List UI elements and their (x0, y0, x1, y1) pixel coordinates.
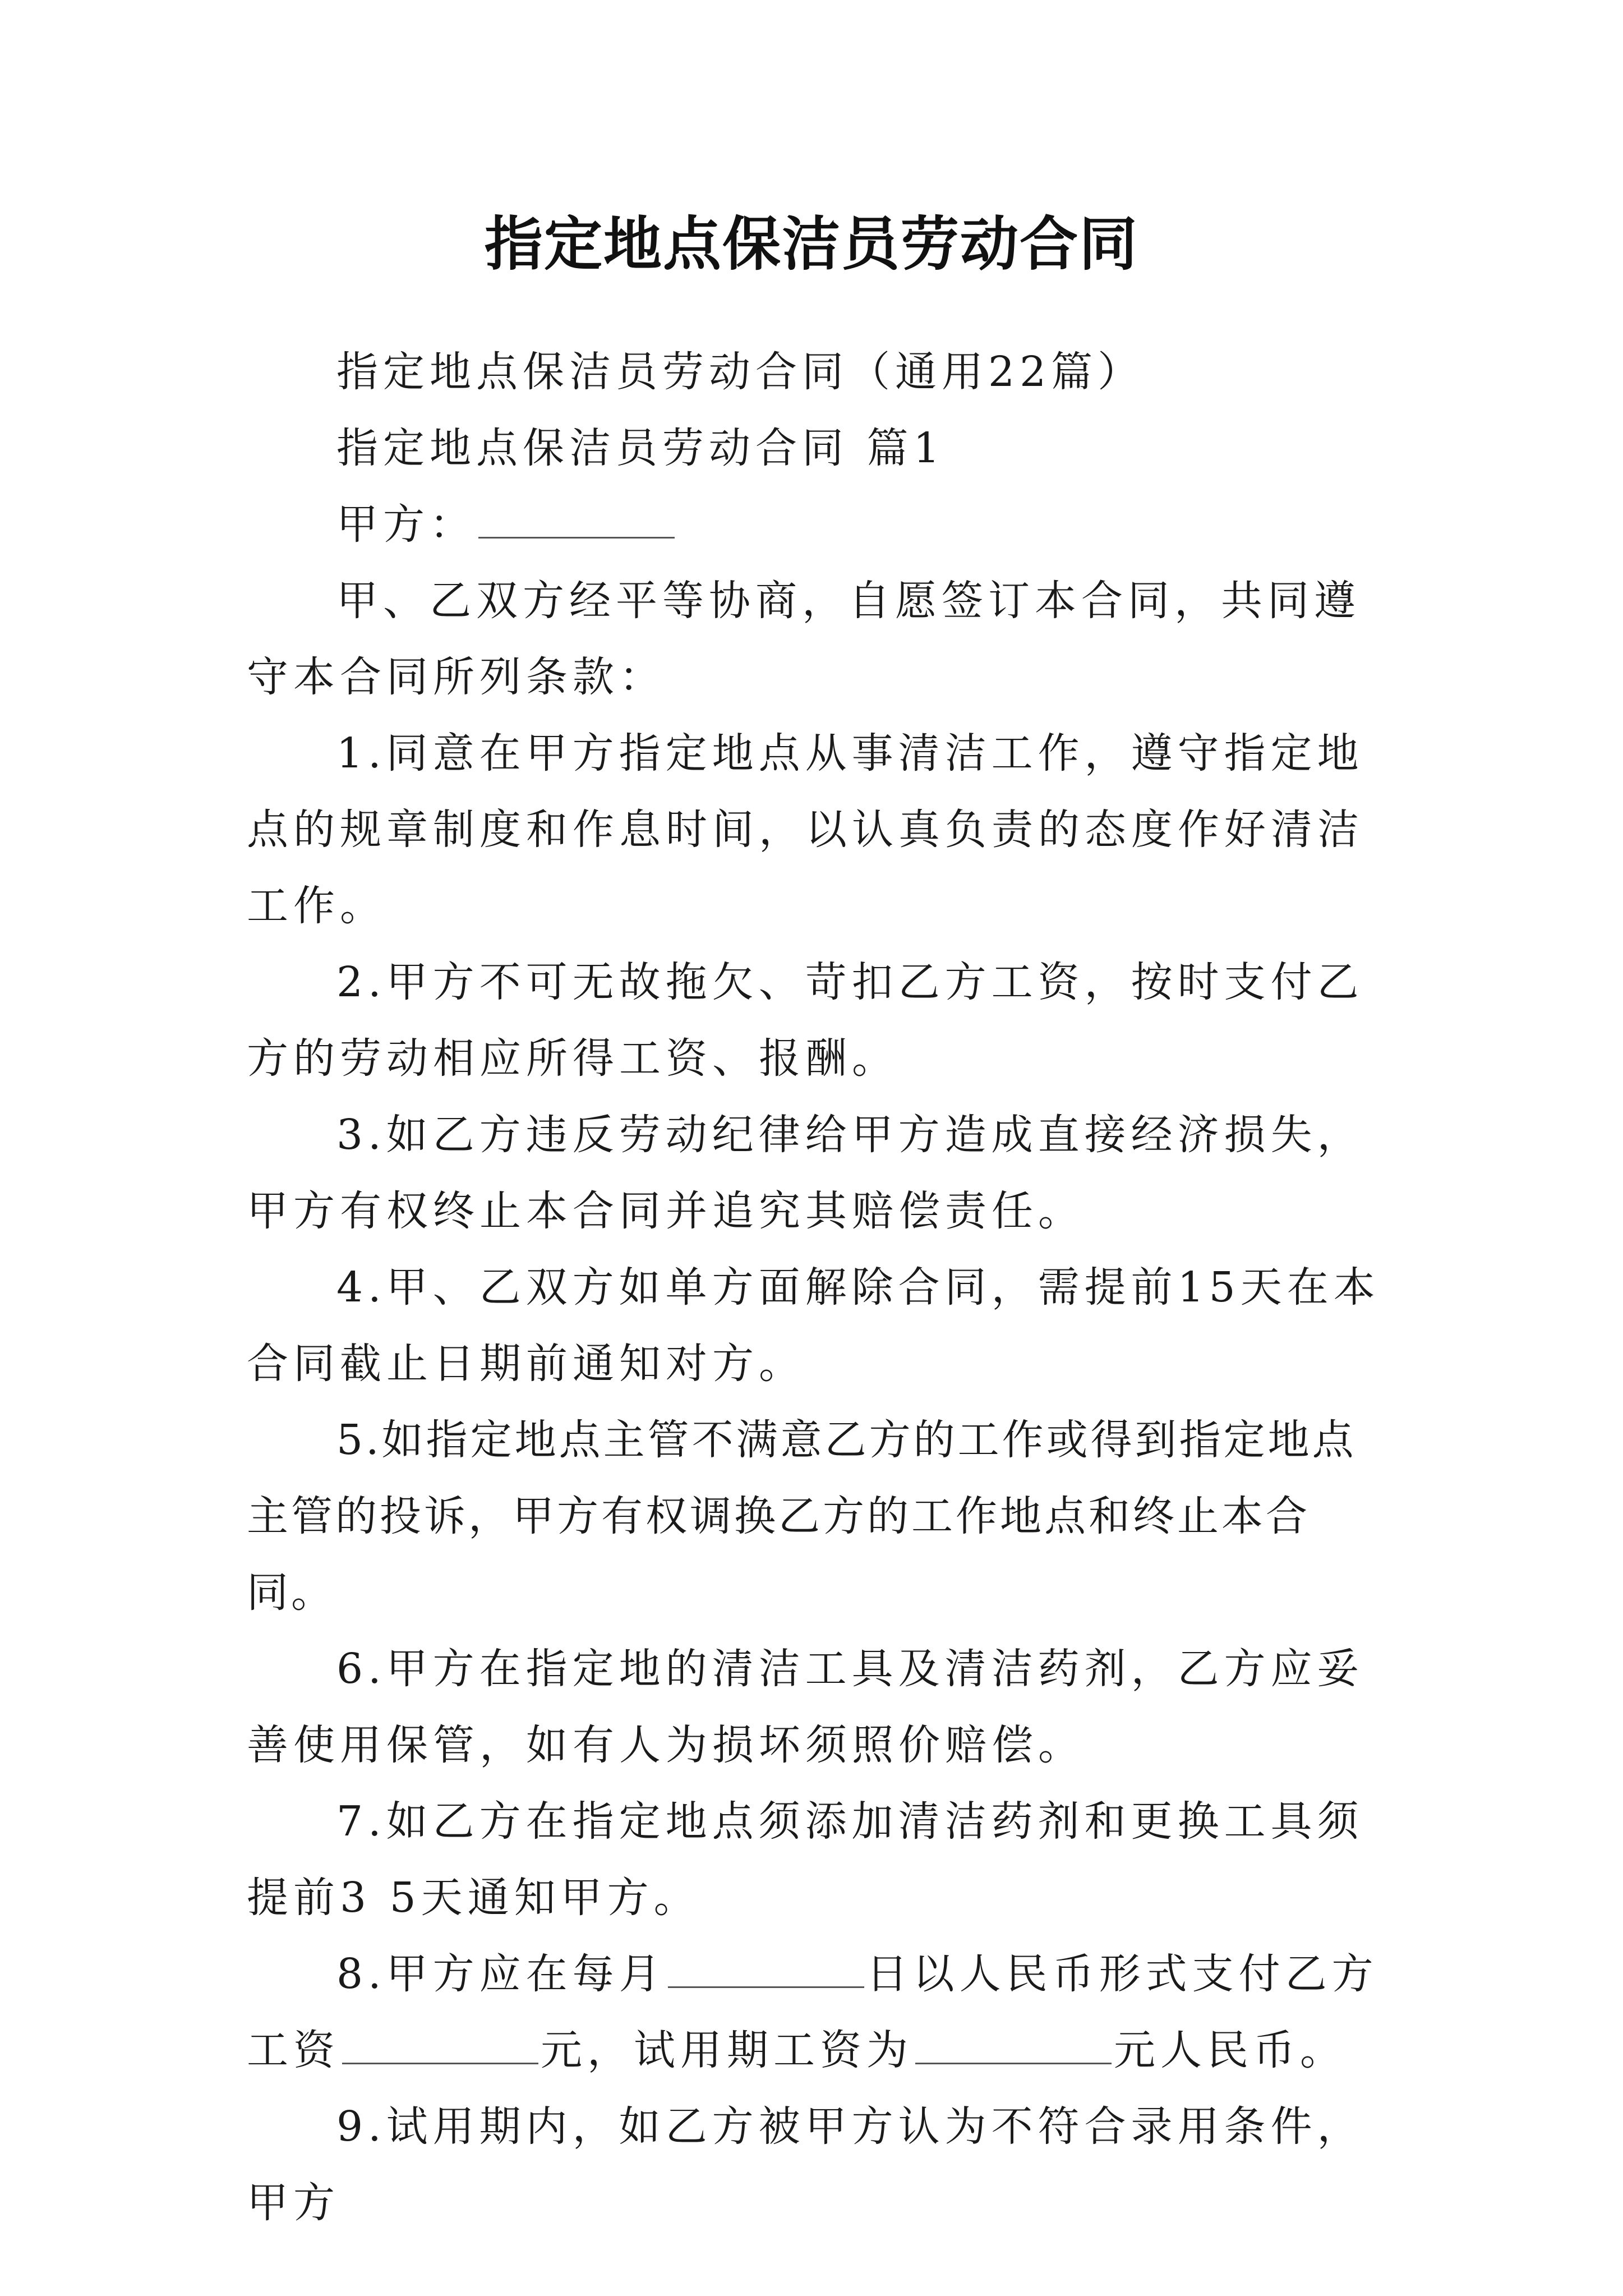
clause-8-text-4: 元人民币。 (1114, 2026, 1347, 2074)
party-a-line (247, 486, 1382, 563)
clause-1: 1.同意在甲方指定地点从事清洁工作，遵守指定地点的规章制度和作息时间，以认真负责的态度作好清洁工作。 (247, 729, 1364, 930)
clause-4: 4.甲、乙双方如单方面解除合同，需提前15天在本合同截止日期前通知对方。 (247, 1263, 1380, 1388)
clause-6: 6.甲方在指定地的清洁工具及清洁药剂，乙方应妥善使用保管，如有人为损坏须照价赔偿。 (247, 1645, 1364, 1769)
clause-8-text-3: 元，试用期工资为 (541, 2026, 913, 2074)
clause-2: 2.甲方不可无故拖欠、苛扣乙方工资，按时支付乙方的劳动相应所得工资、报酬。 (247, 958, 1364, 1083)
probation-salary-blank (915, 2030, 1112, 2064)
party-a-label: 甲方： (336, 500, 476, 549)
clause-5: 5.如指定地点主管不满意乙方的工作或得到指定地点主管的投诉，甲方有权调换乙方的工作地点和终止本合同。 (247, 1416, 1357, 1617)
pay-day-blank (668, 1954, 864, 1988)
clause-3: 3.如乙方违反劳动纪律给甲方造成直接经济损失，甲方有权终止本合同并追究其赔偿责任。 (247, 1111, 1364, 1235)
document-body (247, 334, 1382, 2241)
intro-paragraph: 甲、乙双方经平等协商，自愿签订本合同，共同遵守本合同所列条款： (247, 577, 1361, 701)
party-a-blank (478, 504, 675, 539)
clause-8-text-2: 日以人民币形式支付乙方工资 (247, 1950, 1378, 2074)
clause-8 (247, 1936, 1382, 2088)
part-heading: 指定地点保洁员劳动合同 篇1 (336, 424, 945, 472)
clause-7: 7.如乙方在指定地点须添加清洁药剂和更换工具须提前3 5天通知甲方。 (247, 1797, 1364, 1922)
document-title: 指定地点保洁员劳动合同 (484, 210, 1138, 278)
salary-blank (342, 2030, 538, 2064)
clause-8-text-1: 8.甲方应在每月 (336, 1950, 666, 1998)
clause-9: 9.试用期内，如乙方被甲方认为不符合录用条件，甲方 (247, 2102, 1364, 2227)
subtitle: 指定地点保洁员劳动合同（通用22篇） (336, 348, 1145, 396)
